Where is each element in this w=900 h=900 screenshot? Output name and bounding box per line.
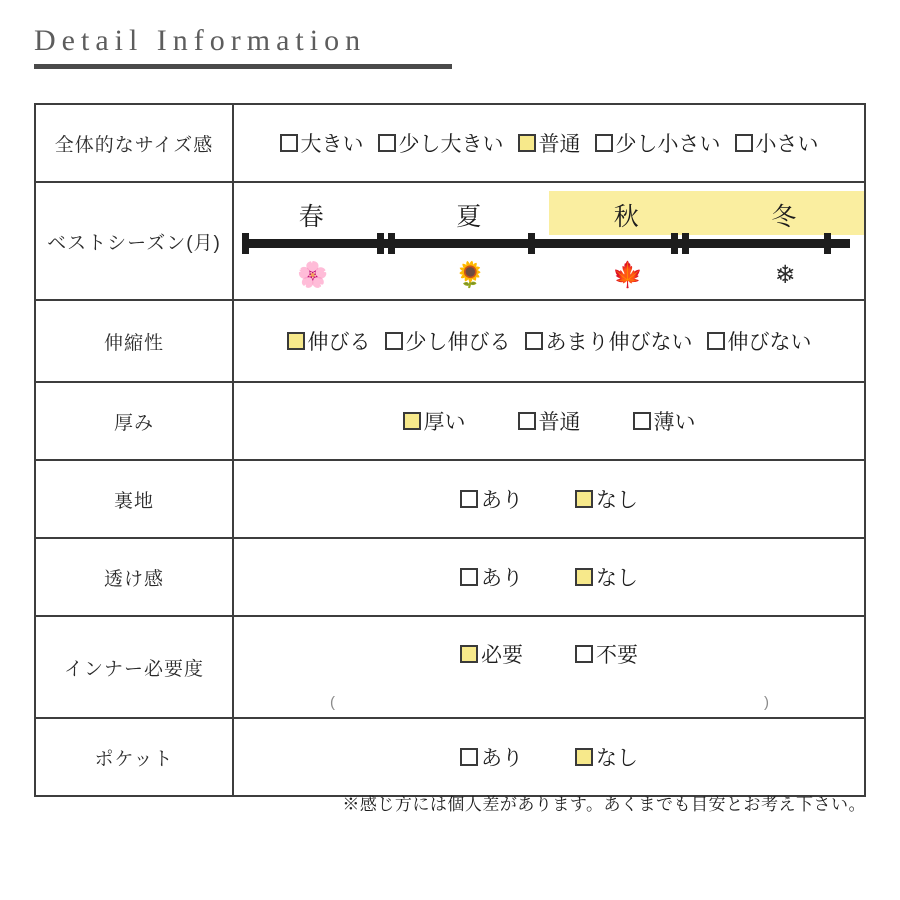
- option-label: 普通: [538, 411, 581, 434]
- row-label-lining: 裏地: [35, 460, 233, 538]
- option-thickness-thin[interactable]: [633, 406, 696, 436]
- checkbox-icon[interactable]: [575, 645, 593, 663]
- checkbox-icon[interactable]: [707, 332, 725, 350]
- option-label: なし: [596, 747, 638, 770]
- option-lining-yes[interactable]: [460, 484, 523, 514]
- checkbox-icon[interactable]: [385, 332, 403, 350]
- option-stretch-yes[interactable]: [287, 326, 371, 356]
- table-row-inner: [35, 616, 865, 718]
- season-tick-0: [242, 233, 249, 254]
- option-label: 必要: [481, 644, 523, 667]
- row-label-stretch: 伸縮性: [35, 300, 233, 382]
- season-label-autumn[interactable]: 秋: [613, 204, 642, 231]
- table-row-lining: [35, 460, 865, 538]
- checkbox-icon[interactable]: [460, 748, 478, 766]
- row-value-inner: [233, 616, 865, 718]
- season-tick-2: [528, 233, 535, 254]
- option-label: 不要: [596, 644, 638, 667]
- checkbox-icon[interactable]: [525, 332, 543, 350]
- page-title-block: [34, 24, 454, 69]
- inner-options: [234, 639, 864, 669]
- option-label: あまり伸びない: [545, 331, 693, 354]
- season-label-winter[interactable]: 冬: [771, 204, 800, 231]
- page-title: Detail Information: [34, 24, 367, 57]
- checkbox-icon[interactable]: [280, 134, 298, 152]
- table-row-sheerness: [35, 538, 865, 616]
- table-row-season: [35, 182, 865, 300]
- row-value-stretch: [233, 300, 865, 382]
- season-label-row: [234, 197, 864, 233]
- option-inner-needed[interactable]: [460, 639, 523, 669]
- option-label: 小さい: [755, 133, 819, 156]
- checkbox-checked-icon[interactable]: [575, 568, 593, 586]
- option-label: 少し伸びる: [405, 331, 511, 354]
- checkbox-checked-icon[interactable]: [403, 412, 421, 430]
- checkbox-icon[interactable]: [735, 134, 753, 152]
- option-label: 伸びる: [307, 331, 371, 354]
- sunflower-icon: 🌻: [454, 261, 486, 289]
- season-tick-3b: [682, 233, 689, 254]
- stretch-options: [234, 326, 864, 356]
- title-underline: [34, 64, 452, 69]
- checkbox-icon[interactable]: [460, 490, 478, 508]
- row-label-pocket: ポケット: [35, 718, 233, 796]
- option-label: 普通: [538, 133, 581, 156]
- option-label: あり: [481, 747, 523, 770]
- option-size-large[interactable]: [280, 128, 364, 158]
- row-value-thickness: [233, 382, 865, 460]
- sheerness-options: [234, 562, 864, 592]
- row-label-season: ベストシーズン(月): [35, 182, 233, 300]
- season-tick-3a: [671, 233, 678, 254]
- option-size-normal[interactable]: [518, 128, 581, 158]
- checkbox-icon[interactable]: [460, 568, 478, 586]
- row-value-size: [233, 104, 865, 182]
- footnote: ※感じ方には個人差があります。あくまでも目安とお考え下さい。: [342, 795, 866, 814]
- inner-note-close-paren: ): [764, 694, 769, 711]
- season-label-spring[interactable]: 春: [298, 204, 327, 231]
- option-sheerness-no[interactable]: [575, 562, 638, 592]
- checkbox-icon[interactable]: [595, 134, 613, 152]
- option-stretch-none[interactable]: [707, 326, 812, 356]
- snowflake-icon: ❄: [774, 261, 796, 289]
- option-label: 伸びない: [727, 331, 812, 354]
- option-stretch-little[interactable]: [525, 326, 693, 356]
- table-row-pocket: [35, 718, 865, 796]
- row-label-thickness: 厚み: [35, 382, 233, 460]
- option-pocket-yes[interactable]: [460, 742, 523, 772]
- option-label: 少し大きい: [398, 133, 504, 156]
- row-label-sheerness: 透け感: [35, 538, 233, 616]
- pocket-options: [234, 742, 864, 772]
- option-size-slightly-small[interactable]: [595, 128, 721, 158]
- option-label: あり: [481, 489, 523, 512]
- checkbox-checked-icon[interactable]: [460, 645, 478, 663]
- option-size-small[interactable]: [735, 128, 819, 158]
- option-label: なし: [596, 489, 638, 512]
- size-options: [234, 128, 864, 158]
- checkbox-icon[interactable]: [633, 412, 651, 430]
- option-sheerness-yes[interactable]: [460, 562, 523, 592]
- option-label: 薄い: [653, 411, 696, 434]
- season-bar: [248, 239, 850, 248]
- option-size-slightly-large[interactable]: [378, 128, 504, 158]
- lining-options: [234, 484, 864, 514]
- row-label-size: 全体的なサイズ感: [35, 104, 233, 182]
- option-inner-not-needed[interactable]: [575, 639, 638, 669]
- option-label: 少し小さい: [615, 133, 721, 156]
- inner-cell: [234, 617, 864, 717]
- season-icon-row: [234, 261, 864, 289]
- option-label: 厚い: [423, 411, 466, 434]
- checkbox-checked-icon[interactable]: [575, 748, 593, 766]
- season-tick-1b: [388, 233, 395, 254]
- checkbox-checked-icon[interactable]: [518, 134, 536, 152]
- option-stretch-slight[interactable]: [385, 326, 511, 356]
- row-value-pocket: [233, 718, 865, 796]
- table-row-thickness: [35, 382, 865, 460]
- table-row-stretch: [35, 300, 865, 382]
- checkbox-checked-icon[interactable]: [575, 490, 593, 508]
- row-value-sheerness: [233, 538, 865, 616]
- option-pocket-no[interactable]: [575, 742, 638, 772]
- option-thickness-normal[interactable]: [518, 406, 581, 436]
- option-label: 大きい: [300, 133, 364, 156]
- checkbox-icon[interactable]: [378, 134, 396, 152]
- row-label-inner: インナー必要度: [35, 616, 233, 718]
- maple-leaf-icon: 🍁: [612, 261, 644, 289]
- checkbox-checked-icon[interactable]: [287, 332, 305, 350]
- inner-note-open-paren: (: [330, 694, 335, 711]
- table-row-size: [35, 104, 865, 182]
- checkbox-icon[interactable]: [518, 412, 536, 430]
- detail-table: [34, 103, 866, 797]
- option-label: あり: [481, 567, 523, 590]
- season-scale: [234, 183, 864, 299]
- season-label-summer[interactable]: 夏: [456, 204, 485, 231]
- option-thickness-thick[interactable]: [403, 406, 466, 436]
- option-lining-no[interactable]: [575, 484, 638, 514]
- row-value-season: [233, 182, 865, 300]
- option-label: なし: [596, 567, 638, 590]
- thickness-options: [234, 406, 864, 436]
- season-tick-4: [824, 233, 831, 254]
- cherry-blossom-icon: 🌸: [297, 261, 329, 289]
- row-value-lining: [233, 460, 865, 538]
- season-tick-1a: [377, 233, 384, 254]
